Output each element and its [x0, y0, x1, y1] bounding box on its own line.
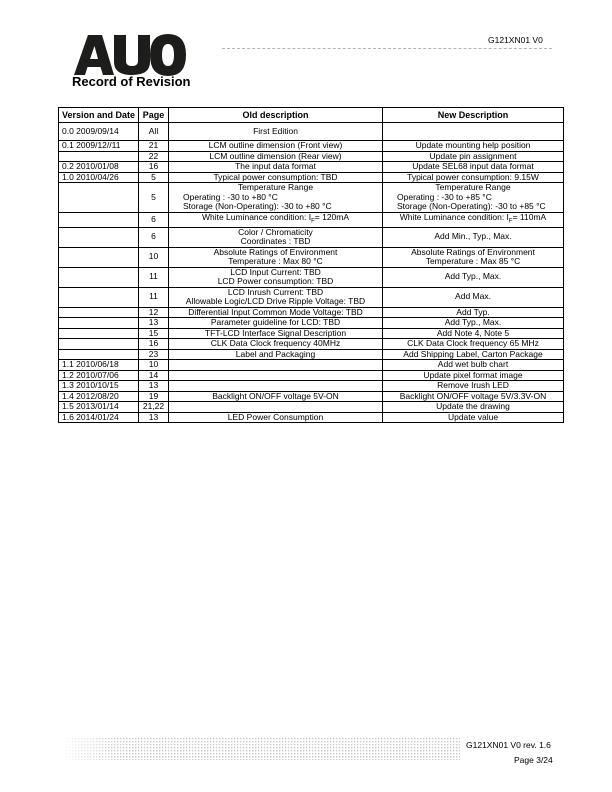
old-description-cell [169, 141, 383, 152]
new-description-cell [383, 391, 564, 402]
new-description-cell [383, 123, 564, 141]
table-row [59, 151, 564, 162]
table-row [59, 349, 564, 360]
new-description-line: Update pin assignment [429, 150, 517, 161]
table-row [59, 141, 564, 152]
old-description-cell [169, 151, 383, 162]
new-description-line: Add Typ., Max. [444, 271, 502, 282]
table-row [59, 318, 564, 329]
table-row [59, 172, 564, 183]
table-row [59, 402, 564, 413]
old-description-cell [169, 267, 383, 287]
old-description-line: The input data format [235, 161, 316, 171]
old-description-line: Label and Packaging [235, 348, 316, 359]
page-cell: 21 [139, 141, 169, 152]
page-cell: 11 [139, 287, 169, 307]
new-description-line: Add wet bulb chart [437, 359, 509, 370]
old-description-line: LCM outline dimension (Rear view) [209, 150, 342, 161]
new-description-cell [383, 183, 564, 213]
new-description-cell [383, 339, 564, 350]
old-description-line: Temperature Range [237, 182, 314, 192]
page-cell: 16 [139, 339, 169, 350]
new-description-line: Operating : -30 to +85 °C [397, 191, 492, 202]
table-header-row [59, 108, 564, 123]
new-description-line: Update value [447, 411, 499, 422]
new-description-line: Update the drawing [436, 401, 510, 412]
new-description-cell [383, 402, 564, 413]
page-cell: 13 [139, 381, 169, 392]
version-date-cell: 1.6 2014/01/24 [59, 412, 139, 423]
page-cell: 5 [139, 172, 169, 183]
version-date-cell [59, 307, 139, 318]
page-cell: 10 [139, 360, 169, 371]
new-description-cell [383, 227, 564, 247]
old-description-line: Typical power consumption: TBD [213, 171, 338, 182]
footer-page-number: Page 3/24 [514, 755, 553, 765]
new-description-cell [383, 267, 564, 287]
header-dashed-rule [222, 48, 552, 49]
old-description-line: Operating : -30 to +80 °C [183, 191, 278, 202]
new-description-line: Update pixel format image [423, 369, 523, 380]
table-row [59, 370, 564, 381]
table-row [59, 391, 564, 402]
new-description-cell [383, 328, 564, 339]
new-description-line: Add Typ., Max. [444, 317, 502, 328]
auo-logo [74, 34, 186, 76]
new-description-line: Add Shipping Label, Carton Package [403, 348, 543, 359]
page-title: Record of Revision [72, 74, 191, 89]
new-description-cell [383, 307, 564, 318]
table-row [59, 123, 564, 141]
old-description-line: Coordinates : TBD [240, 236, 311, 247]
table-row [59, 360, 564, 371]
page-cell: 16 [139, 162, 169, 173]
page-cell: 6 [139, 227, 169, 247]
page-cell: 11 [139, 267, 169, 287]
new-description-line: Add Note 4, Note 5 [436, 327, 510, 338]
table-row [59, 183, 564, 213]
version-date-cell: 0.1 2009/12//11 [59, 141, 139, 152]
new-description-line: Add Min., Typ., Max. [434, 231, 512, 242]
new-description-cell [383, 360, 564, 371]
new-description-line: Update mounting help position [415, 140, 531, 150]
version-date-cell: 0.0 2009/09/14 [59, 123, 139, 141]
new-description-cell [383, 247, 564, 267]
table-row [59, 307, 564, 318]
column-header-version: Version and Date [59, 108, 139, 123]
version-date-cell [59, 247, 139, 267]
page-cell: 15 [139, 328, 169, 339]
old-description-cell [169, 123, 383, 141]
old-description-line: LCD Input Current: TBD [230, 266, 321, 277]
old-description-cell [169, 212, 383, 227]
page-cell: 14 [139, 370, 169, 381]
revision-table [58, 107, 564, 423]
version-date-cell [59, 212, 139, 227]
table-row [59, 412, 564, 423]
new-description-line: Absolute Ratings of Environment [411, 246, 535, 257]
new-description-line: Temperature Range [435, 182, 511, 192]
new-description-cell [383, 212, 564, 227]
new-description-cell [383, 370, 564, 381]
version-date-cell: 1.0 2010/04/26 [59, 172, 139, 183]
table-row [59, 162, 564, 173]
old-description-cell [169, 402, 383, 413]
old-description-cell [169, 227, 383, 247]
page-cell: 13 [139, 318, 169, 329]
page-cell: 21,22 [139, 402, 169, 413]
new-description-cell [383, 287, 564, 307]
old-description-line: Allowable Logic/LCD Drive Ripple Voltage: TBD [185, 296, 366, 307]
old-description-cell [169, 328, 383, 339]
page-cell: 22 [139, 151, 169, 162]
table-row [59, 381, 564, 392]
old-description-line: Temperature : Max 80 °C [228, 256, 323, 267]
table-row [59, 212, 564, 227]
new-description-cell [383, 141, 564, 152]
old-description-cell [169, 370, 383, 381]
version-date-cell: 1.5 2013/01/14 [59, 402, 139, 413]
old-description-line: Storage (Non-Operating): -30 to +80 °C [183, 201, 332, 211]
old-description-cell [169, 391, 383, 402]
new-description-line: Temperature : Max 85 °C [425, 256, 521, 267]
old-description-line: LCD Inrush Current: TBD [227, 286, 324, 297]
version-date-cell [59, 183, 139, 213]
old-description-line: LED Power Consumption [227, 411, 324, 422]
version-date-cell [59, 339, 139, 350]
old-description-line: Color / Chromaticity [238, 226, 313, 237]
version-date-cell [59, 267, 139, 287]
old-description-line: Absolute Ratings of Environment [213, 246, 338, 257]
new-description-cell [383, 318, 564, 329]
page-cell: 12 [139, 307, 169, 318]
new-description-line: Typical power consumption: 9.15W [407, 171, 539, 182]
footer-doc-revision: G121XN01 V0 rev. 1.6 [466, 740, 551, 750]
version-date-cell [59, 328, 139, 339]
version-date-cell [59, 287, 139, 307]
old-description-line: TFT-LCD Interface Signal Description [204, 327, 347, 338]
version-date-cell: 1.2 2010/07/06 [59, 370, 139, 381]
new-description-line: Add Max. [455, 291, 491, 302]
new-description-cell [383, 172, 564, 183]
page-cell: 5 [139, 183, 169, 213]
old-description-cell [169, 318, 383, 329]
footer-dot-band [60, 738, 460, 760]
version-date-cell: 1.1 2010/06/18 [59, 360, 139, 371]
table-row [59, 227, 564, 247]
page-cell: 13 [139, 412, 169, 423]
table-row [59, 287, 564, 307]
old-description-cell [169, 412, 383, 423]
table-row [59, 267, 564, 287]
page-cell: 6 [139, 212, 169, 227]
new-description-cell [383, 151, 564, 162]
old-description-cell [169, 162, 383, 173]
page-cell: 19 [139, 391, 169, 402]
column-header-new-description: New Description [383, 108, 564, 123]
new-description-cell [383, 162, 564, 173]
new-description-line: Storage (Non-Operating): -30 to +85 °C [397, 201, 546, 211]
version-date-cell: 1.3 2010/10/15 [59, 381, 139, 392]
version-date-cell: 0.2 2010/01/08 [59, 162, 139, 173]
column-header-old-description: Old description [169, 108, 383, 123]
old-description-cell [169, 172, 383, 183]
new-description-cell [383, 412, 564, 423]
old-description-line: Backlight ON/OFF voltage 5V-ON [212, 390, 339, 401]
page-cell: 10 [139, 247, 169, 267]
table-row [59, 247, 564, 267]
table-row [59, 339, 564, 350]
new-description-line: Add Typ. [456, 306, 490, 317]
new-description-line: Update SEL68 input data format [412, 161, 534, 171]
version-date-cell: 1.4 2012/08/20 [59, 391, 139, 402]
old-description-line: Parameter guideline for LCD: TBD [210, 317, 341, 328]
old-description-line: LCM outline dimension (Front view) [208, 140, 343, 150]
old-description-line: LCD Power consumption: TBD [217, 276, 334, 287]
old-description-line: Differential Input Common Mode Voltage: TBD [188, 306, 363, 317]
old-description-line: First Edition [253, 125, 298, 136]
column-header-page: Page [139, 108, 169, 123]
version-date-cell [59, 318, 139, 329]
old-description-line: CLK Data Clock frequency 40MHz [210, 338, 341, 349]
old-description-line: White Luminance condition: $I_F= 120mA$ [201, 211, 350, 225]
new-description-cell [383, 381, 564, 392]
new-description-line: Remove Irush LED [437, 380, 509, 391]
old-description-cell [169, 360, 383, 371]
old-description-cell [169, 381, 383, 392]
new-description-cell [383, 349, 564, 360]
document-id: G121XN01 V0 [488, 35, 543, 45]
table-row [59, 328, 564, 339]
page-cell: 23 [139, 349, 169, 360]
new-description-line: Backlight ON/OFF voltage 5V/3.3V-ON [399, 390, 547, 401]
version-date-cell [59, 151, 139, 162]
new-description-line: White Luminance condition: $I_F= 110mA$ [399, 211, 547, 225]
new-description-line: CLK Data Clock frequency 65 MHz [407, 338, 539, 349]
version-date-cell [59, 227, 139, 247]
old-description-cell [169, 349, 383, 360]
page-cell: All [139, 123, 169, 141]
old-description-cell [169, 339, 383, 350]
old-description-cell [169, 307, 383, 318]
revision-table-body [59, 123, 564, 423]
old-description-cell [169, 287, 383, 307]
version-date-cell [59, 349, 139, 360]
old-description-cell [169, 183, 383, 213]
old-description-cell [169, 247, 383, 267]
